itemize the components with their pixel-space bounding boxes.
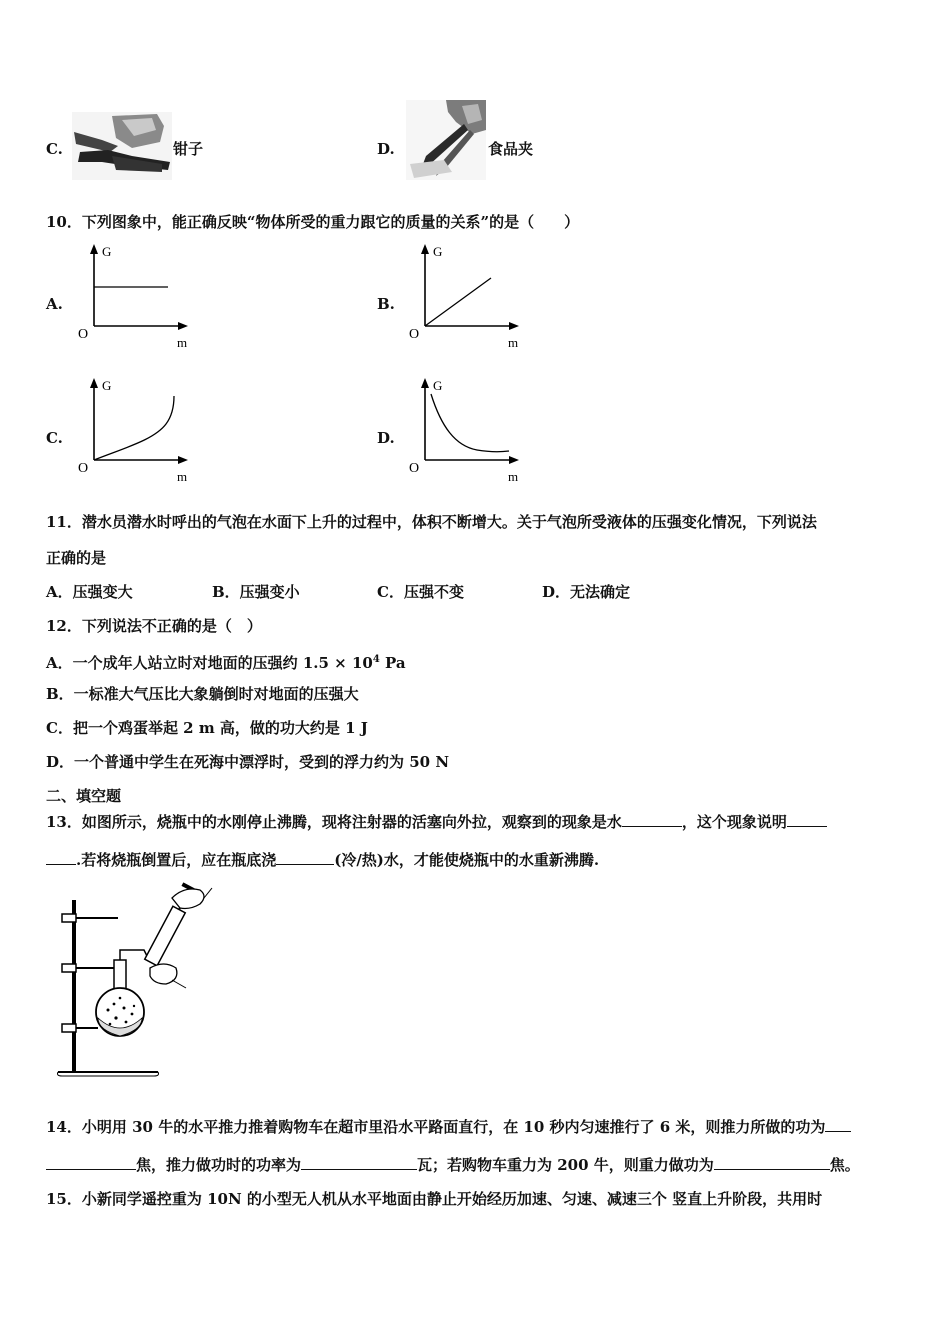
graph-c [74, 374, 198, 486]
food-tongs-image [406, 100, 486, 180]
origin-label: O [78, 461, 89, 476]
q13-line2-text-a: .若将烧瓶倒置后，应在瓶底浇 [76, 851, 277, 869]
q13-line2 [46, 850, 599, 870]
graph-d [405, 374, 529, 486]
option-d-label: D. [377, 140, 395, 158]
q10-option-d-label: D. [377, 429, 395, 447]
q13-line2-text-b: (冷/热)水，才能使烧瓶中的水重新沸腾. [334, 851, 600, 869]
q11-option-a: A．压强变大 [46, 583, 133, 601]
q13-blank-3[interactable] [276, 850, 334, 865]
origin-label: O [409, 327, 420, 342]
origin-label: O [409, 461, 420, 476]
x-axis-label: m [177, 335, 188, 350]
q12-option-d: D．一个普通中学生在死海中漂浮时，受到的浮力约为 50 N [46, 753, 450, 771]
q14-blank-2[interactable] [301, 1155, 417, 1170]
y-axis-label: G [102, 244, 112, 259]
q14-line2-text-a: 焦，推力做功时的功率为 [136, 1156, 302, 1174]
q10-option-a-label: A. [46, 295, 63, 313]
q10-option-b-label: B. [377, 295, 395, 313]
q13-line1-text-a: 13．如图所示，烧瓶中的水刚停止沸腾，现将注射器的活塞向外拉，观察到的现象是水 [46, 813, 622, 831]
q14-blank-1a[interactable] [825, 1117, 851, 1132]
q14-line1 [46, 1117, 851, 1137]
q11-stem-line1: 11．潜水员潜水时呼出的气泡在水面下上升的过程中，体积不断增大。关于气泡所受液体的压强变化情况，下列说法 [46, 513, 817, 531]
x-axis-label: m [508, 335, 519, 350]
y-axis-label: G [433, 244, 443, 259]
q12-option-a [46, 650, 406, 673]
flask-syringe-figure [54, 880, 214, 1080]
q13-blank-2b[interactable] [46, 850, 76, 865]
q14-line2-text-c: 焦。 [829, 1156, 860, 1174]
q14-line2-text-b: 瓦；若购物车重力为 200 牛，则重力做功为 [417, 1156, 714, 1174]
q12-option-a-text: A．一个成年人站立时对地面的压强约 1.5 × 10 [46, 654, 373, 672]
q11-option-c: C．压强不变 [377, 583, 464, 601]
x-axis-label: m [177, 469, 188, 484]
q12-option-a-unit: Pa [379, 654, 406, 672]
q13-line1 [46, 812, 827, 832]
q15-line1: 15．小新同学遥控重为 10N 的小型无人机从水平地面由静止开始经历加速、匀速、减速三个 竖直上升阶段，共用时 [46, 1190, 823, 1208]
q13-line1-text-b: ，这个现象说明 [681, 813, 787, 831]
q14-blank-3[interactable] [714, 1155, 830, 1170]
option-c-text: 钳子 [173, 140, 204, 158]
q10-stem: 10．下列图象中，能正确反映“物体所受的重力跟它的质量的关系”的是（ ） [46, 213, 580, 231]
q11-stem-line2: 正确的是 [46, 549, 107, 567]
q10-option-c-label: C. [46, 429, 63, 447]
section-title: 二、填空题 [46, 787, 122, 805]
q13-blank-2a[interactable] [787, 812, 827, 827]
y-axis-label: G [102, 378, 112, 393]
q11-option-d: D．无法确定 [542, 583, 631, 601]
q12-option-a-exponent: 4 [372, 654, 380, 665]
graph-a [74, 240, 198, 352]
pliers-image [72, 112, 172, 180]
graph-b [405, 240, 529, 352]
option-c-label: C. [46, 140, 63, 158]
q14-line1-text: 14．小明用 30 牛的水平推力推着购物车在超市里沿水平路面直行，在 10 秒内匀速推行了 6 米，则推力所做的功为 [46, 1118, 826, 1136]
q14-blank-1b[interactable] [46, 1155, 136, 1170]
y-axis-label: G [433, 378, 443, 393]
q14-line2 [46, 1155, 860, 1175]
q12-option-b: B．一标准大气压比大象躺倒时对地面的压强大 [46, 685, 359, 703]
q12-stem: 12．下列说法不正确的是（ ） [46, 617, 262, 635]
q13-blank-1[interactable] [622, 812, 682, 827]
q12-option-c: C．把一个鸡蛋举起 2 m 高，做的功大约是 1 J [46, 719, 368, 737]
x-axis-label: m [508, 469, 519, 484]
origin-label: O [78, 327, 89, 342]
option-d-text: 食品夹 [488, 140, 534, 158]
q11-option-b: B．压强变小 [212, 583, 300, 601]
